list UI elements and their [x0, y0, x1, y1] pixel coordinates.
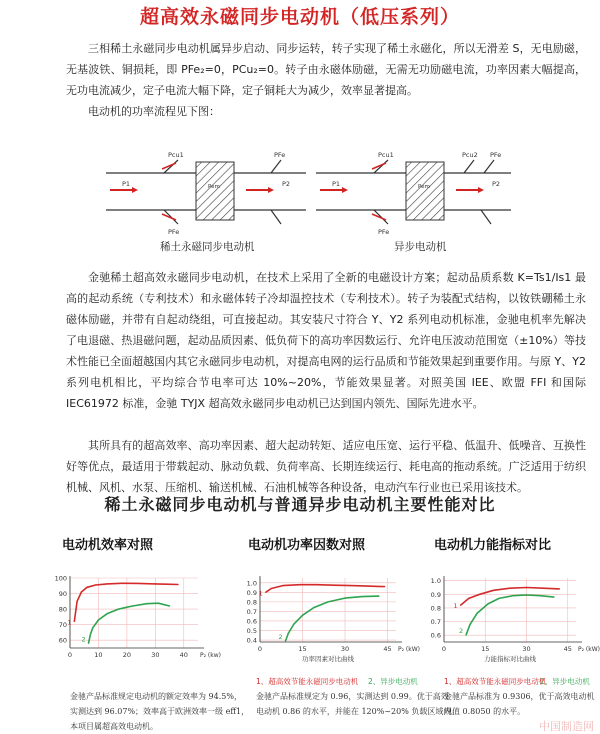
legend-async: 2、异步电动机 [368, 677, 418, 686]
x-tick-label: 0 [257, 645, 263, 653]
data-point [146, 603, 147, 604]
x-tick-label: 30 [151, 651, 160, 659]
y-tick-label: 0.7 [430, 618, 441, 627]
series-line-2 [286, 596, 380, 641]
chart-title-efficiency: 电动机效率对照 [62, 538, 154, 553]
x-axis-label: P₂ (kW) [578, 646, 600, 653]
data-point [77, 601, 78, 602]
data-point [493, 590, 494, 591]
data-point [158, 603, 159, 604]
label-p1: P1 [332, 180, 341, 188]
y-tick-label: 1.0 [430, 577, 441, 586]
series-label: 1 [453, 602, 458, 611]
x-tick-label: 30 [522, 645, 531, 653]
chart-title-power-factor: 电动机功率因数对照 [248, 538, 366, 553]
data-point [169, 605, 170, 606]
chart-title-capability: 电动机力能指标对比 [434, 538, 552, 553]
note-line: 规值 0.8050 的水平。 [444, 707, 526, 716]
note-line: 金驰产品标准规定为 0.96，实测达到 0.99。优于高效 [256, 692, 449, 701]
data-point [350, 585, 351, 586]
output-branch-lines [444, 160, 511, 224]
data-point [384, 586, 385, 587]
y-tick-label: 1.0 [246, 579, 257, 588]
y-tick-label: 100 [54, 574, 67, 583]
data-point [479, 594, 480, 595]
data-point [293, 623, 294, 624]
efficiency-chart [48, 572, 221, 662]
data-point [465, 635, 466, 636]
data-point [132, 605, 133, 606]
x-tick-label: 15 [298, 645, 307, 653]
label-pfe: PFe [168, 228, 180, 236]
capability-note [444, 689, 595, 719]
power-factor-chart [234, 572, 421, 672]
application-paragraph-text: 其所具有的超高效率、高功率因素、超大起动转矩、适应电压宽、运行平稳、低温升、低噪音、互换性好等优点，最适用于带载起动、脉动负载、负荷率高、长期连续运行、耗电高的拖动系统。广泛适用于纺织机械、风机、水泵、压缩机、输送机械、石油机械等各种设备，电动汽车行业也已采用该技术。 [66, 439, 586, 494]
label-pem: Pem [418, 184, 430, 190]
x-tick-label: 30 [340, 645, 350, 653]
y-tick-label: 0.9 [430, 590, 441, 599]
data-point [285, 640, 286, 641]
tech-paragraph-text: 金驰稀土超高效永磁同步电动机，在技术上采用了全新的电磁设计方案；起动品质系数 K=Ts1/Is1 最高的起动系统（专利技术）和永磁体转子冷却温控技术（专利技术）。转子为装配式结构，以钕铁硼稀土永磁体励磁，并带有自起动绕组，可直接起动。其安装尺寸符合 Y、Y2 系列电动机标准，金驰电机率先解决了电退磁、热退磁问题，起动品质因素、低负荷下的高功率因数运行、允许电压波动范围宽（±10%）等技术性能已全面超越国内其它永磁同步电动机，对提高电网的运行品质和节能效果起到重要作用。与原 Y、Y2 系列电机相比，平均综合节电率可达 10%~20%，节能效果显著。对照美国 IEE、欧盟 FFI 和国际 IEC61972 标准，金驰 TYJX 超高效永磁同步电动机已达到国内领先、国际先进水平。 [66, 271, 586, 410]
data-point [526, 587, 527, 588]
legend-pmsm: 1、超高效节能永磁同步电动机 [444, 677, 547, 686]
tech-paragraph [66, 267, 586, 414]
label-p1: P1 [122, 180, 131, 188]
stator-branch-lines [316, 160, 406, 224]
label-pfe-out: PFe [490, 151, 502, 159]
data-point [288, 633, 289, 634]
data-point [470, 624, 471, 625]
arrow-head [132, 187, 138, 193]
data-point [121, 583, 122, 584]
label-pem: Pem [208, 184, 220, 190]
data-point [299, 584, 300, 585]
data-point [540, 595, 541, 596]
async-flow [316, 151, 511, 253]
y-tick-label: 0.5 [246, 627, 257, 636]
label-pcu1: Pcu1 [378, 151, 394, 159]
series-line-2 [466, 595, 554, 635]
data-point [559, 588, 560, 589]
data-point [327, 601, 328, 602]
data-point [553, 596, 554, 597]
data-point [106, 613, 107, 614]
data-point [460, 605, 461, 606]
application-paragraph [66, 435, 586, 498]
data-point [166, 584, 167, 585]
series-line-1 [74, 583, 178, 621]
x-tick-label: 0 [67, 651, 73, 659]
capability-chart [422, 572, 600, 672]
data-point [86, 587, 87, 588]
series-label: 2 [278, 633, 283, 642]
data-point [118, 609, 119, 610]
x-tick-label: 40 [179, 651, 188, 659]
data-point [106, 583, 107, 584]
y-tick-label: 80 [58, 605, 67, 614]
series-line-1 [266, 585, 385, 593]
x-axis-label: P₂ (kW) [398, 646, 421, 653]
data-point [313, 607, 314, 608]
note-line: 金驰产品标准规定电动机的额定效率为 94.5%， [70, 692, 242, 701]
x-tick-label: 15 [481, 645, 490, 653]
data-point [282, 585, 283, 586]
data-point [542, 588, 543, 589]
comparison-title: 稀土永磁同步电动机与普通异步电动机主要性能对比 [104, 495, 496, 514]
data-point [361, 596, 362, 597]
data-point [265, 592, 266, 593]
x-tick-label: 0 [441, 645, 447, 653]
label-pcu2: Pcu2 [462, 151, 478, 159]
data-point [526, 594, 527, 595]
series-label: 2 [459, 627, 464, 636]
data-point [476, 613, 477, 614]
x-axis-label: P₂ (kw) [200, 652, 221, 659]
data-point [81, 591, 82, 592]
efficiency-note [70, 689, 249, 734]
data-point [512, 595, 513, 596]
label-p2: P2 [492, 180, 501, 188]
watermark: 中国制造网 [539, 720, 594, 733]
note-line: 本项目属超高效电动机。 [70, 722, 158, 731]
caption-pmsm: 稀土永磁同步电动机 [160, 241, 255, 253]
data-point [74, 621, 75, 622]
y-tick-label: 90 [58, 590, 67, 599]
data-point [98, 619, 99, 620]
arrow-head [268, 187, 274, 193]
y-tick-label: 0.8 [246, 598, 257, 607]
intro-section [66, 38, 586, 122]
stator-branch-lines [106, 160, 196, 224]
data-point [509, 588, 510, 589]
y-tick-label: 60 [58, 636, 67, 645]
chart-caption: 力能指标对比曲线 [484, 655, 536, 663]
data-point [92, 627, 93, 628]
chart-caption: 功率因素对比曲线 [302, 655, 354, 663]
data-point [95, 584, 96, 585]
y-tick-label: 0.7 [246, 607, 257, 616]
y-tick-label: 0.9 [246, 588, 257, 597]
data-point [498, 598, 499, 599]
data-point [155, 583, 156, 584]
legend-async: 2、异步电动机 [540, 677, 590, 686]
note-line: 电动机 0.86 的水平，并能在 120%~20% 负载区域内。 [256, 707, 460, 716]
x-tick-label: 45 [563, 645, 572, 653]
data-point [88, 643, 89, 644]
page-title: 超高效永磁同步电动机（低压系列） [139, 6, 460, 28]
note-line: 实测达到 96.07%；效率高于欧洲效率一级 eff1， [70, 707, 250, 716]
label-pfe-out: PFe [274, 151, 286, 159]
series-label: 1 [67, 618, 72, 627]
arrow-head [478, 187, 484, 193]
data-point [344, 597, 345, 598]
data-point [487, 603, 488, 604]
data-point [378, 596, 379, 597]
caption-async: 异步电动机 [394, 241, 447, 253]
x-tick-label: 45 [383, 645, 392, 653]
data-point [333, 585, 334, 586]
label-p2: P2 [282, 180, 291, 188]
intro-flow-lead: 电动机的功率流程见下图： [88, 105, 220, 118]
legend-pmsm: 1、超高效节能永磁同步电动机 [256, 677, 359, 686]
x-tick-label: 20 [122, 651, 132, 659]
rotor-block [196, 162, 234, 220]
y-tick-label: 0.6 [246, 617, 257, 626]
data-point [302, 615, 303, 616]
intro-paragraph: 三相稀土永磁同步电动机属异步启动、同步运转，转子实现了稀土永磁化，所以无滑差 S，无电励磁，无基波铁、铜损耗，即 PFe₂=0，PCu₂=0。转子由永磁体励磁，无需无功励磁电流，功率因素大幅提高，无功电流减少，定子电流大幅下降，定子铜耗大为减少，效率显著提高。 [66, 42, 586, 97]
pmsm-flow [106, 151, 306, 253]
power-factor-note [256, 689, 459, 719]
power-flow-diagram [96, 140, 516, 255]
data-point [90, 633, 91, 634]
data-point [138, 583, 139, 584]
note-line: 金驰产品标准为 0.9306，优于高效电动机 [444, 692, 595, 701]
x-tick-label: 10 [94, 651, 103, 659]
data-point [367, 586, 368, 587]
y-tick-label: 0.6 [430, 631, 441, 640]
label-pcu1: Pcu1 [168, 151, 184, 159]
y-tick-label: 0.4 [246, 636, 257, 645]
data-point [468, 598, 469, 599]
rotor-block [406, 162, 444, 220]
y-tick-label: 0.8 [430, 604, 441, 613]
arrow-head [342, 187, 348, 193]
label-pfe: PFe [378, 228, 390, 236]
series-label: 1 [258, 589, 263, 598]
series-label: 2 [81, 635, 86, 644]
data-point [271, 588, 272, 589]
data-point [316, 584, 317, 585]
y-tick-label: 70 [58, 621, 67, 630]
data-point [177, 584, 178, 585]
